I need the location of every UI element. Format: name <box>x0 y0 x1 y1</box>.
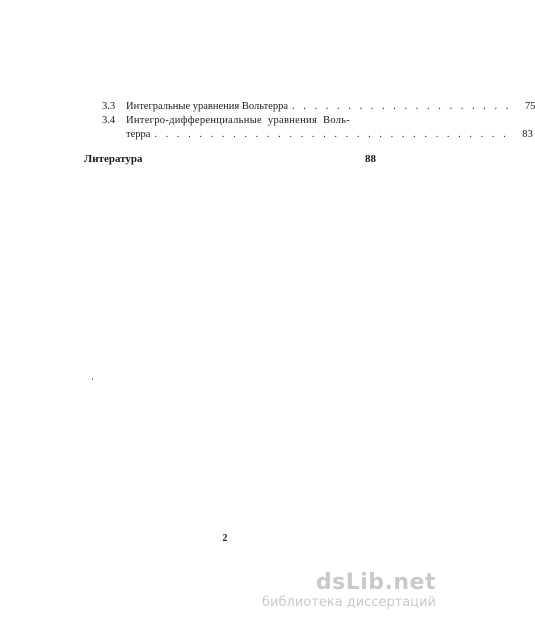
leader-dots: . . . . . . . . . . . . . . . . . . . . . . . . . . . . . . . . <box>154 129 509 140</box>
toc-entry-title: Интегральные уравнения Вольтерра <box>126 101 288 112</box>
toc-entry-bibliography <box>84 152 376 166</box>
scan-speck <box>92 378 93 380</box>
toc-entry-3-4 <box>84 114 533 142</box>
watermark-subtitle: библиотека диссертаций <box>262 595 436 610</box>
toc-entry-page: 83 <box>522 129 533 140</box>
page-number: 2 <box>222 533 228 544</box>
table-of-contents <box>84 100 535 166</box>
toc-entry-title-line2: терра <box>126 129 151 140</box>
toc-entry-3-3 <box>84 100 535 114</box>
toc-entry-title-line1: Интегро-дифференциальные уравнения Воль- <box>126 115 351 126</box>
bibliography-page: 88 <box>365 153 376 165</box>
watermark-logo: dsLib.net <box>315 570 436 595</box>
toc-entry-page: 75 <box>524 101 535 112</box>
watermark <box>246 571 436 611</box>
toc-entry-number: 3.3 <box>102 101 116 112</box>
toc-entry-number: 3.4 <box>102 115 116 126</box>
leader-dots: . . . . . . . . . . . . . . . . . . . . <box>292 101 512 112</box>
bibliography-title: Литература <box>84 153 143 165</box>
